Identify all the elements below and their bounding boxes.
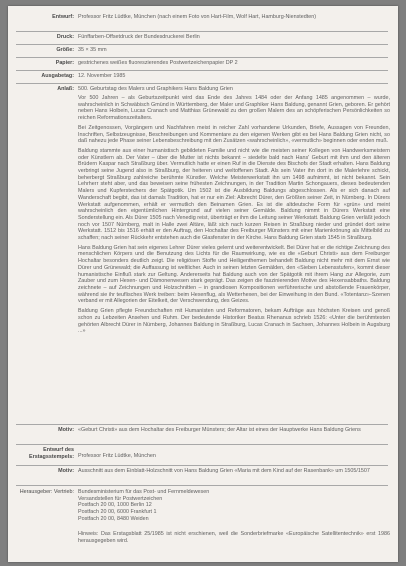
anlass-label: Anlaß:: [57, 86, 74, 92]
anlass-paragraph: Bei Zeitgenossen, Vorgängern und Nachfahren meist in reicher Zahl vorhandene Urkunden, Briefe, Aussagen von Freunden, Inschriften, Selbstzeugnisse, Beschreibungen und Kommentare zu den eigenen Werken gibt es bei Hans Baldung Grien nicht, so daß nahezu jede Phase seiner Lebensbeschreibung mit den Zusätzen «wahrscheinlich», «vermutlich» beginnen oder enden muß.: [78, 124, 390, 145]
row-druck: [16, 34, 388, 41]
herausgeber-lines: [78, 489, 388, 523]
anlass-paragraph: Baldung stammte aus einer humanistisch gebildeten Familie und nicht wie die meisten seiner Kollegen von Handwerksmeistern oder Künstlern ab. Der Vater – über die Mutter ist nichts bekannt – siedelte bald nach Hans' Geburt mit ihm und den älteren Brüdern Kaspar nach Straßburg über. Vermutlich hatte er einen Ruf in die Dienste des Bischofs der Stadt erhalten. Hans Baldung verbringt seine Jugend also in Straßburg, der heiteren und weltoffenen Stadt. Als sein Vater ihn dort in die Malerlehre schickt, beherbergt Straßburg zahlreiche berühmte Künstler. Welche Meisterwerkstatt ihn um 1498 aufnimmt, ist nicht bekannt. Sein Lehrherr steht aber, und das beweisen seine frühesten Zeichnungen, in der Tradition Martin Schongauers, dieses bedeutenden Malers und Kupferstechers der Spätgotik. Um 1502 ist die Ausbildung Baldungs abgeschlossen. Als er sich danach auf Wanderschaft begibt, das ist damals Tradition, hat er nur ein Ziel: Albrecht Dürer, den Größten seiner Zeit, in Nürnberg. In Dürers Werkstatt aufgenommen, erhält er vermutlich den Beinamen Grien. Es ist die altdeutsche Form für «grün» und meint wahrscheinlich den eigentümlichen Hintergrund auf vielen seiner Gemälde. Baldung nimmt in Dürers Werkstatt eine Sonderstellung ein. Als Dürer 1505 nach Venedig reist, überträgt er ihm die Leitung seiner Werkstatt. Baldung Grien verläßt jedoch noch vor 1507 Nürnberg, malt in Halle zwei Altäre, läßt sich nach kurzen Reisen in Straßburg nieder und gründet dort seine Werkstatt. 1512 bis 1516 erhält er den Auftrag, den Hochaltar des Freiburger Münsters mit einer Marienkrönung als Mittelbild zu schaffen; nach seiner Rückkehr entstehen auch die Glasfenster in der Kirche. Hans Baldung Grien starb 1545 in Straßburg.: [78, 147, 390, 242]
druck-label: Druck:: [56, 34, 74, 40]
row-stempel-entwurf: [16, 447, 388, 460]
hinweis-text: Hinweis: Das Erstagsblatt 25/1985 ist nicht erschienen, weil die Sonderbriefmarke «Europäische Satellitentechnik» erst 1986 herausgegeben wird.: [78, 531, 390, 544]
ausgabetag-value: 12. November 1985: [78, 73, 126, 79]
herausgeber-line: Bundesministerium für das Post- und Fernmeldewesen: [78, 489, 210, 495]
stempel-entwurf-value: Professor Fritz Lüdtke, München: [78, 453, 156, 459]
herausgeber-line: Postfach 20 00, 1000 Berlin 12: [78, 502, 152, 509]
row-anlass: [16, 86, 388, 93]
divider: [16, 31, 388, 32]
groesse-label: Größe:: [56, 47, 74, 53]
divider: [16, 444, 388, 445]
divider: [16, 465, 388, 466]
herausgeber-line: Versandstellen für Postwertzeichen: [78, 495, 163, 502]
row-herausgeber: [16, 489, 388, 523]
divider: [16, 83, 388, 84]
entwurf-value: Professor Fritz Lüdtke, München (nach einem Foto von Hart-Film, Wolf Hart, Hamburg-Nienstedten): [78, 14, 317, 20]
anlass-paragraph: Hans Baldung Grien hat sein eigenes Lehrer Dürer vieles gelernt und weiterentwickelt. Bei Dürer hat er die richtige Zeichnung des menschlichen Körpers und die Benutzung des Lichts für die Raumwirkung, wie es die «Geburt Christi» aus dem Freiburger Hochaltar besonders deutlich zeigt. Die religiösen Stoffe und Heiligenthemen behandelt Baldung nicht mehr mit dem Ernst wie Dürer und Grünewald; die Auffassung ist weltlicher. Auch in seinen letzten Gemälden, den «Sieben Lebensstufen», kommt dieser humanistische Einfluß stark zur Geltung. Andererseits hat Baldung auch von der Spätgotik mit ihrem Hang zur Allegorie, zum Zauber und zum Hexen- und Dämonenwesen stark geprägt. Das zeigen die faszinierenden Motive des Hexensabbaths. Baldung zeichnete – auf Zeichnungen und Holzschnitten – in grandiosen Kompositionen verführerische und abstoßende Frauenkörper, während sie ihr teuflisches Werk treiben: beim Hexenflug, als Wetterhexen, bei der Einweihung in den Bund. «Totentanz»-Szenen verband er mit Allegorien der Eitelkeit, der Verschwendung, des Geizes.: [78, 244, 390, 305]
row-stempel-motiv: [16, 468, 388, 475]
groesse-value: 35 × 35 mm: [78, 47, 107, 53]
anlass-paragraph: Vor 500 Jahren – als Geburtszeitpunkt wird das Ende des Jahres 1484 oder der Anfang 1485 angenommen – wurde, wahrscheinlich in Schwäbisch Gmünd in Württemberg, der Maler und Graphiker Hans Baldung, genannt Grien, geboren. Er gehört neben Hans Holbein, Lucas Cranach und Matthias Grünewald zu den großen Malern des an schöpferischen Persönlichkeiten so reichen Reformationszeitalters.: [78, 95, 390, 122]
stempel-entwurf-label: Entwurf des Erstagsstempels:: [29, 447, 74, 460]
anlass-text: [78, 95, 390, 338]
druck-value: Fünffarben-Offsetdruck der Bundesdruckerei Berlin: [78, 34, 200, 40]
row-groesse: [16, 47, 388, 54]
divider: [16, 57, 388, 58]
herausgeber-line: Postfach 20 00, 6000 Frankfurt 1: [78, 509, 157, 516]
stempel-motiv-value: Ausschnitt aus dem Einblatt-Holzschnitt von Hans Baldung Grien «Maria mit dem Kind auf der Rasenbank» um 1505/1507: [78, 468, 370, 474]
anlass-paragraph: Baldung Grien pflegte Freundschaften mit Humanisten und Reformatoren, bekam Aufträge aus höchsten Kreisen und genoß schon zu Lebzeiten Ansehen und Ruhm. Der bedeutende Historiker Beatus Rhenanus schrieb 1526: «Unter die berühmtesten gehörten Albrecht Dürer in Nürnberg, Johannes Baldung in Straßburg, Lucas Cranach in Sachsen, Johannes Holbein in Augsburg ...»: [78, 308, 390, 335]
row-ausgabetag: [16, 73, 388, 80]
motiv-label: Motiv:: [58, 427, 74, 433]
divider: [16, 44, 388, 45]
divider: [16, 485, 388, 486]
herausgeber-line: Postfach 20 00, 8480 Weiden: [78, 515, 149, 522]
information-sheet: [8, 6, 398, 562]
motiv-value: «Geburt Christi» aus dem Hochaltar des Freiburger Münsters; der Altar ist eines der Hauptwerke Hans Baldung Griens: [78, 427, 361, 433]
herausgeber-label: Herausgeber: Vertrieb:: [19, 489, 74, 495]
entwurf-label: Entwurf:: [52, 14, 74, 20]
divider: [16, 424, 388, 425]
row-entwurf: [16, 14, 388, 21]
divider: [16, 70, 388, 71]
anlass-value: 500. Geburtstag des Malers und Graphikers Hans Baldung Grien: [78, 86, 233, 92]
ausgabetag-label: Ausgabetag:: [41, 73, 74, 79]
papier-value: gestrichenes weißes fluoreszierendes Postwertzeichenpapier DP 2: [78, 60, 238, 66]
row-motiv: [16, 427, 388, 434]
papier-label: Papier:: [55, 60, 74, 66]
row-papier: [16, 60, 388, 67]
stempel-motiv-label: Motiv:: [58, 468, 74, 474]
